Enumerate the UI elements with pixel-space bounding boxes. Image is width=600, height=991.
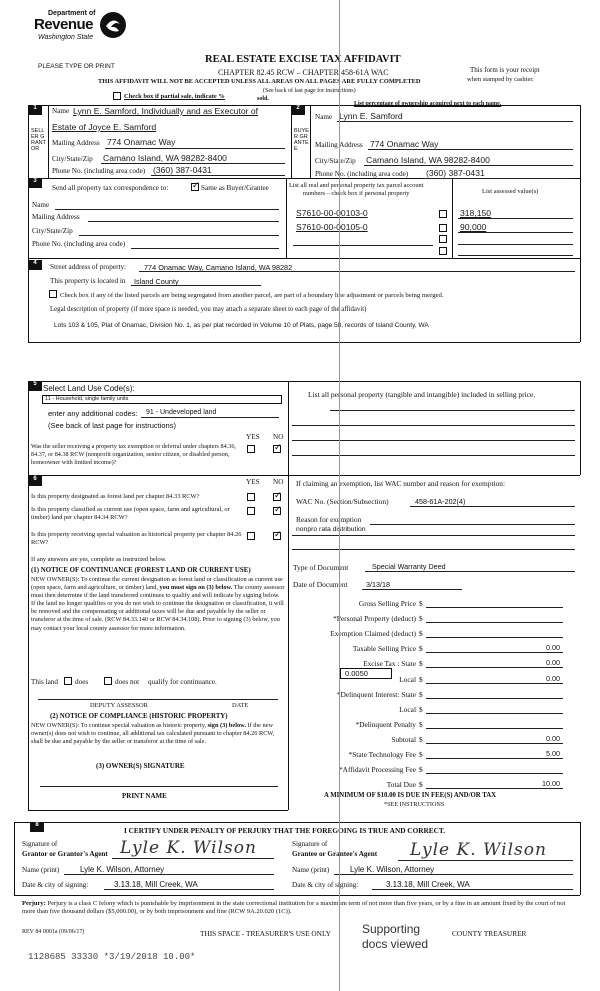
section-2-marker: 2 [291,105,305,115]
land-use-label: Select Land Use Code(s): [43,384,135,393]
q2-yes-checkbox[interactable] [247,507,255,515]
compliance-title: (2) NOTICE OF COMPLIANCE (HISTORIC PROPERTY) [50,713,228,720]
tax-row-line [426,743,563,744]
seller-mailing-value: 774 Onamac Way [107,137,176,147]
tax-row-label: Total Due [386,780,416,790]
s5-no-checkbox[interactable] [273,445,281,453]
wac-label: WAC No. (Section/Subsection) [296,497,389,506]
compliance-body-1: NEW OWNER(S): To continue special valuation as historic property, [31,722,207,729]
buyer-side-label: BUYER GRANTEE [294,128,309,152]
q1-no-checkbox[interactable] [273,493,281,501]
tax-row-value: 5.00 [546,749,560,758]
sig-label-right: Signature of [292,840,328,848]
supporting-stamp-1: Supporting [362,922,421,936]
grantor-agent-label: Grantor or Grantor's Agent [22,850,108,858]
buyer-mailing-label: Mailing Address [315,141,363,149]
tax-row-label: *Delinquent Penalty [355,719,416,729]
compliance-body [31,722,285,746]
tax-row-currency: $ [419,780,423,790]
additional-codes-label: enter any additional codes: [48,409,138,418]
date-label: DATE [232,702,249,709]
tax-row-line [426,728,563,729]
value-1: 318,150 [460,208,492,218]
tax-row-currency: $ [419,659,423,669]
tax-row-line [426,788,563,789]
compliance-body-2: If the new owner(s) does not wish to continue, all additional tax calculated pursuant to chapter 84.26 RCW, shall be due and payable by the seller or transferor at the time of sale. [31,722,275,746]
sold-label: sold. [257,96,269,102]
seller-city-value: Camano Island, WA 98282-8400 [103,153,227,163]
seller-city-label: City/State/Zip [52,155,93,163]
doc-date-value: 3/13/18 [366,580,390,589]
owner-signature-label: (3) OWNER(S) SIGNATURE [96,762,185,770]
parcel-2-checkbox[interactable] [439,224,447,232]
forest-land-q: Is this property designated as forest land per chapter 84.33 RCW? [31,493,200,500]
date-city-label-left: Date & city of signing: [22,881,89,889]
tax-row-label: Exemption Claimed (deduct) [330,629,416,639]
tax-row-line [426,758,563,759]
tax-row-line [426,667,563,668]
logo-state: Washington State [38,34,94,41]
q1-yes-checkbox[interactable] [247,493,255,501]
treasurer-space: THIS SPACE - TREASURER'S USE ONLY [200,929,331,938]
see-back-header: (See back of last page for instructions) [263,88,356,94]
tax-row-line [426,652,563,653]
tax-row-line [426,773,563,774]
legal-label: Legal description of property (if more space is needed, you may attach a separate sheet to each page of the affidavit) [50,306,367,313]
s5-no: NO [273,433,284,441]
buyer-phone-label: Phone No. (including area code) [315,170,409,178]
parcel-4-checkbox[interactable] [439,247,447,255]
tax-row-value: 0.00 [546,733,560,743]
type-or-print: PLEASE TYPE OR PRINT [38,63,115,70]
parcel-header-1: List all real and personal property tax parcel account [289,182,424,189]
tax-row-line [426,607,563,608]
ownership-note: List percentage of ownership acquired next to each name. [354,101,502,107]
if-yes-note: If any answers are yes, complete as instructed below. [31,556,167,563]
doc-type-value: Special Warranty Deed [372,562,446,571]
s6-no: NO [273,478,284,486]
perjury-note [22,900,578,916]
logo-revenue: Revenue [34,16,94,33]
section-4-marker: 4 [28,260,42,270]
grantee-agent-label: Grantee or Grantee's Agent [292,850,378,858]
qualify-label: qualify for continuance. [148,678,217,686]
tax-row-currency: $ [419,674,423,684]
legal-value: Lots 103 & 105, Plat of Onamac, Division No. 1, as per plat recorded in Volume 10 of Plats, page 58, records of Island County, WA [54,322,429,329]
s5-yes-checkbox[interactable] [247,445,255,453]
seller-phone-label: Phone No. (including area code) [52,167,146,175]
parcel-1: S7610-00-00103-0 [296,208,368,218]
segregated-checkbox[interactable] [49,290,57,298]
continuance-bold: you must sign on (3) below. [159,584,233,592]
name-left-value: Lyle K. Wilson, Attorney [80,865,165,874]
q3-no-checkbox[interactable] [273,532,281,540]
local-rate-value: 0.0050 [345,669,368,678]
tax-row-value: 10.00 [542,779,560,789]
section-6-marker: 6 [28,476,42,486]
does-label: does [75,678,89,686]
section-5-marker: 5 [28,381,42,391]
receipt-stamp: 1128685 33330 *3/19/2018 10.00* [28,952,196,962]
tax-row-currency: $ [419,629,423,639]
date-city-right-value: 3.13.18, Mill Creek, WA [386,880,470,889]
buyer-city-value: Camano Island, WA 98282-8400 [366,155,490,165]
s3-phone-label: Phone No. (including area code) [32,240,126,248]
segregated-label: Check box if any of the listed parcels are being segregated from another parcel, are part of a boundary line adjustment or parcels being merged. [60,292,444,299]
seller-name-value: Lynn E. Samford, Individually and as Executor of [73,106,259,116]
tax-row-label: *Affidavit Processing Fee [338,765,416,775]
county-treasurer: COUNTY TREASURER [452,929,527,938]
tax-row-label: Local [399,704,416,714]
parcel-1-checkbox[interactable] [439,210,447,218]
parcel-3-checkbox[interactable] [439,235,447,243]
perjury-text: Perjury is a class C felony which is punishable by imprisonment in the state correctional institution for a maximum term of not more than five years, or by a fine in an amount fixed by the court of not more than five thousand dollars ($5,000.00), or by both imprisonment and fine (RCW 9A.20.020 (1C)). [22,900,566,915]
reason-label: Reason for exemption [296,515,362,524]
partial-sale-checkbox[interactable] [113,92,121,100]
same-as-buyer-label: Same as Buyer/Grantee [201,184,269,192]
exemption-claim-label: If claiming an exemption, list WAC number and reason for exemption: [296,479,506,488]
buyer-mailing-value: 774 Onamac Way [370,139,439,149]
continuance-title: (1) NOTICE OF CONTINUANCE (FOREST LAND OR CURRENT USE) [31,567,251,574]
partial-sale-label: Check box if partial sale, indicate % [124,93,225,100]
continuance-body-1: NEW OWNER(S): To continue the current designation as forest land or classification as current use (open space, farm and agriculture, or timber) land, [31,576,283,592]
continuance-body [31,576,285,633]
tax-row-currency: $ [419,644,423,654]
seller-mailing-label: Mailing Address [52,139,100,147]
section-1-marker: 1 [28,105,42,115]
wac-value: 458-61A-202(4) [415,497,466,506]
send-correspondence-label: Send all property tax correspondence to: [52,184,169,192]
form-warning: THIS AFFIDAVIT WILL NOT BE ACCEPTED UNLESS ALL AREAS ON ALL PAGES ARE FULLY COMPLETED [98,78,421,85]
deputy-assessor-label: DEPUTY ASSESSOR [90,702,148,709]
land-use-value: 11 - Household, single family units [45,396,129,402]
reason-value: nonpro rata distribution [296,526,366,533]
assessed-header: List assessed value(s) [482,188,539,195]
q2-no-checkbox[interactable] [273,507,281,515]
s5-see-back: (See back of last page for instructions) [48,421,176,430]
seller-name-value-2: Estate of Joyce E. Samford [52,122,157,132]
tax-row-line [426,637,563,638]
buyer-name-label: Name [315,113,333,121]
tax-row-line [426,698,563,699]
parcel-2: S7610-00-00105-0 [296,222,368,232]
street-value: 774 Onamac Way, Camano Island, WA 98282 [144,263,293,272]
tax-row-currency: $ [419,704,423,714]
tax-row-label: *Delinquent Interest: State [336,689,416,699]
personal-property-label: List all personal property (tangible and intangible) included in selling price. [308,390,536,399]
doc-type-label: Type of Document [293,563,349,572]
street-label: Street address of property: [50,263,127,271]
minimum-fee-note: A MINIMUM OF $10.00 IS DUE IN FEE(S) AND/OR TAX [324,792,497,799]
section-3-marker: 3 [28,178,42,188]
receipt-line1: This form is your receipt [470,66,540,74]
tax-row-currency: $ [419,689,423,699]
compliance-bold: sign (3) below. [207,722,246,729]
tax-row-label: *State Technology Fee [348,750,416,759]
section-8-marker: 8 [30,822,44,832]
tax-row-value: 0.00 [546,673,560,683]
seller-phone-value: (360) 387-0431 [153,165,212,175]
buyer-name-value: Lynn E. Samford [339,111,403,121]
tax-row-label: Gross Selling Price [358,599,416,608]
grantor-signature[interactable]: Lyle K. Wilson [120,838,257,858]
additional-codes-value: 91 - Undeveloped land [146,409,217,416]
tax-row-currency: $ [419,614,423,624]
name-print-label-right: Name (print) [292,866,330,874]
sig-label-left: Signature of [22,840,58,848]
tax-row-line [426,683,563,684]
parcel-header-2: numbers – check box if personal property [303,190,410,197]
grantee-signature[interactable]: Lyle K. Wilson [410,840,547,860]
doc-date-label: Date of Document [293,580,348,589]
tax-row-currency: $ [419,599,423,608]
tax-row-currency: $ [419,719,423,729]
located-label: This property is located in [50,277,126,285]
located-value: Island County [134,277,179,286]
tax-row-label: Local [399,674,416,684]
tax-row-label: Subtotal [391,734,416,744]
does-not-label: does not [115,678,140,686]
this-land-label: This land [31,678,58,686]
receipt-line2: when stamped by cashier. [467,76,534,83]
see-instructions-note: *SEE INSTRUCTIONS [384,801,445,808]
print-name-label: PRINT NAME [122,792,167,800]
seller-name-label: Name [52,107,70,115]
logo-swirl-icon [98,10,128,40]
form-chapter: CHAPTER 82.45 RCW – CHAPTER 458-61A WAC [218,68,389,77]
buyer-phone-value: (360) 387-0431 [426,168,485,178]
tax-row-label: Excise Tax : State [363,659,416,669]
s3-name-label: Name [32,201,50,209]
buyer-city-label: City/State/Zip [315,157,356,165]
tax-row-label: Taxable Selling Price [352,644,416,654]
name-right-value: Lyle K. Wilson, Attorney [350,865,435,874]
dor-logo [34,6,134,50]
supporting-stamp-2: docs viewed [362,937,429,951]
form-title: REAL ESTATE EXCISE TAX AFFIDAVIT [205,54,401,65]
rev-number: REV 84 0001a (09/06/17) [22,929,85,935]
s3-mailing-label: Mailing Address [32,213,80,221]
logo-dept: Department of [48,10,96,17]
does-not-checkbox[interactable] [104,677,112,685]
name-print-label-left: Name (print) [22,866,60,874]
perjury-bold: Perjury: [22,900,46,907]
historic-q: Is this property receiving special valuation as historical property per chapter 84.26 RCW? [31,531,242,546]
certify-statement: I CERTIFY UNDER PENALTY OF PERJURY THAT THE FOREGOING IS TRUE AND CORRECT. [124,826,446,835]
q3-yes-checkbox[interactable] [247,532,255,540]
date-city-label-right: Date & city of signing: [292,881,359,889]
tax-row-value: 0.00 [546,643,560,653]
s5-yes: YES [246,433,260,441]
continuance-body-2: The county assessor must then determine if the land transferred continues to qualify and will indicate by signing below. If the land no longer qualifies or you do not wish to continue the designation or classification, it will be removed and the compensating or additional taxes will be due and payable by the seller or transferor at the time of sale. (RCW 84.33.140 or RCW 84.34.108). Prior to signing (3) below, you may contact your local county assessor for more information. [31,584,285,632]
s6-yes: YES [246,478,260,486]
current-use-q: Is this property classified as current use (open space, farm and agricultural, or timber) land per chapter 84.34 RCW? [31,506,230,521]
tax-row-label: *Personal Property (deduct) [333,614,416,624]
tax-row-line [426,713,563,714]
same-as-buyer-checkbox[interactable] [191,183,199,191]
does-checkbox[interactable] [64,677,72,685]
tax-row-line [426,622,563,623]
exemption-question: Was the seller receiving a property tax exemption or deferral under chapters 84.36, 84.37, or 84.38 RCW (nonprofit organization, senior citizen, or disabled person, homeowner with limited income)? [31,443,236,466]
tax-row-currency: $ [419,765,423,775]
date-city-left-value: 3.13.18, Mill Creek, WA [114,880,198,889]
tax-row-currency: $ [419,750,423,759]
s3-city-label: City/State/Zip [32,227,73,235]
value-2: 90,000 [460,222,487,232]
seller-side-label: SELLER GRANTOR [31,128,46,152]
tax-row-value: 0.00 [546,658,560,668]
tax-row-currency: $ [419,734,423,744]
